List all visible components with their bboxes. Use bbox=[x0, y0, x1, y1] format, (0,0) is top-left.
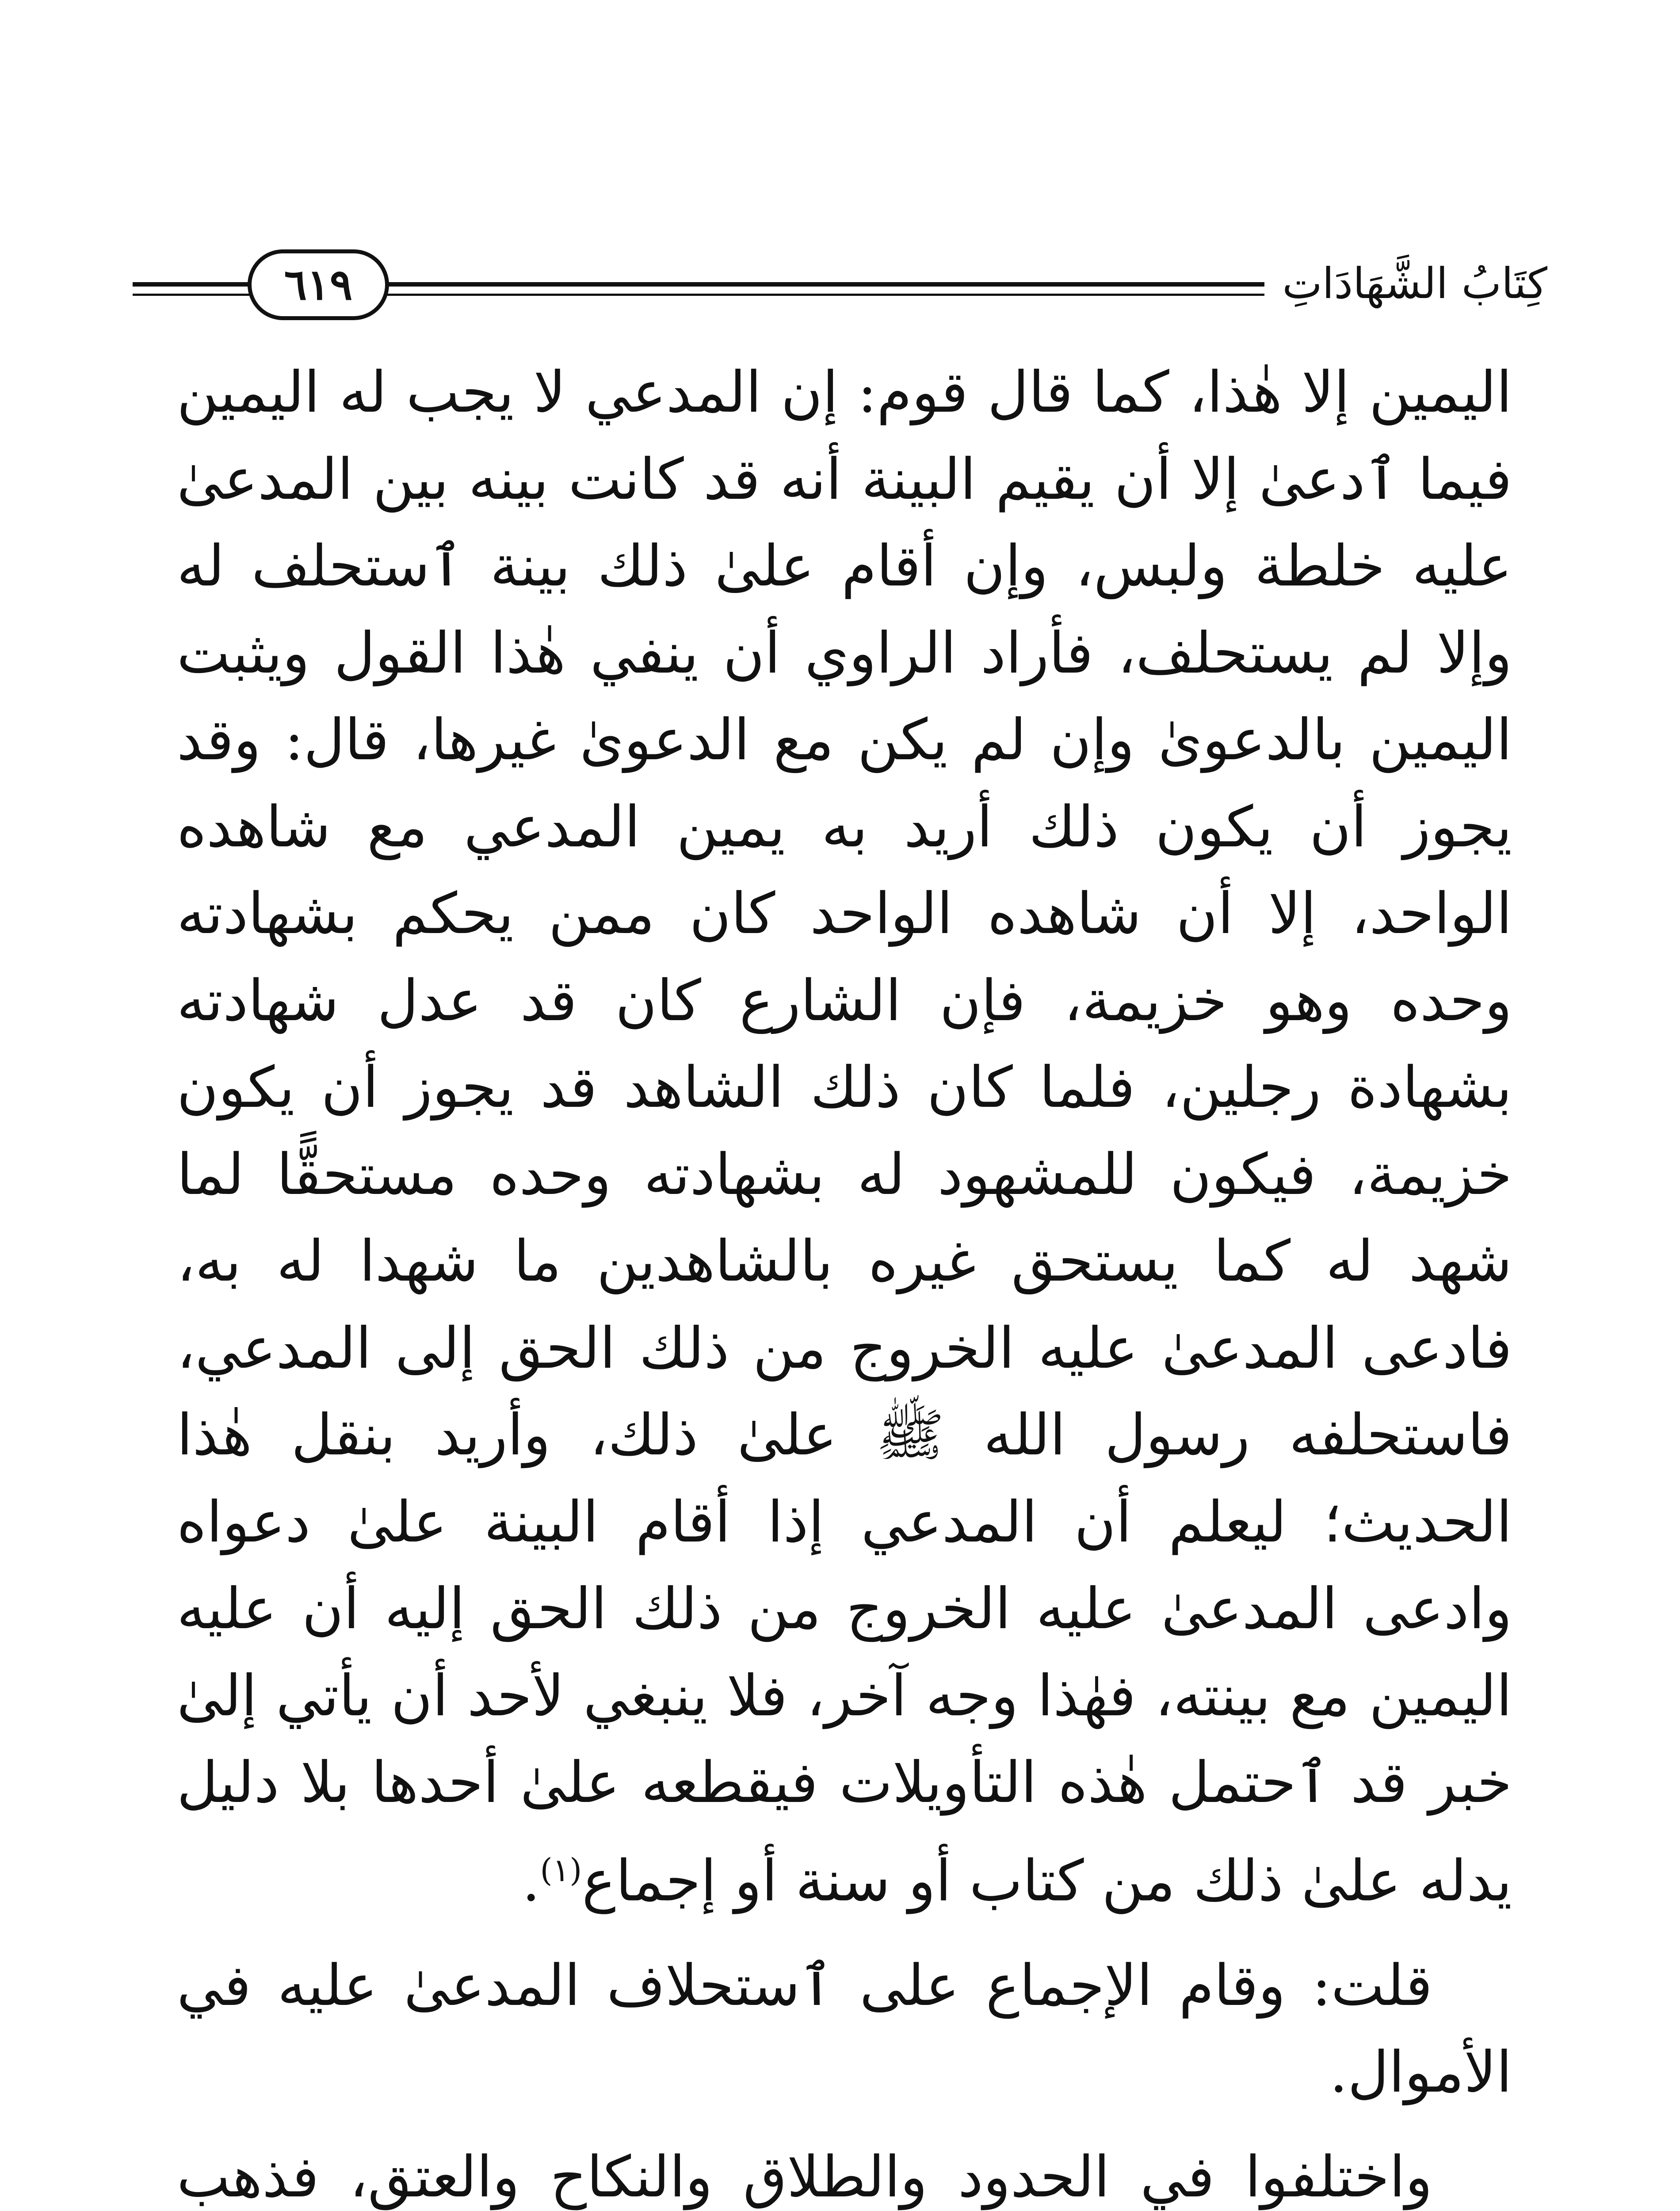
page-number-tail bbox=[133, 282, 248, 287]
paragraph-1-text: اليمين إلا هٰذا، كما قال قوم: إن المدعي لا يجب له اليمين فيما ٱدعىٰ إلا أن يقيم البينة أنه قد كانت بينه بين المدعىٰ عليه خلطة ولبس، وإن أقام علىٰ ذلك بينة ٱستحلف له وإلا لم يستحلف، فأراد الراوي أن ينفي هٰذا القول ويثبت اليمين بالدعوىٰ وإن لم يكن مع الدعوىٰ غيرها، قال: وقد يجوز أن يكون ذلك أريد به يمين المدعي مع شاهده الواحد، إلا أن شاهده الواحد كان ممن يحكم بشهادته وحده وهو خزيمة، فإن الشارع كان قد عدل شهادته بشهادة رجلين، فلما كان ذلك الشاهد قد يجوز أن يكون خزيمة، فيكون للمشهود له بشهادته وحده مستحقًّا لما شهد له كما يستحق غيره بالشاهدين ما شهدا له به، فادعى المدعىٰ عليه الخروج من ذلك الحق إلى المدعي، فاستحلفه رسول الله ﷺ علىٰ ذلك، وأريد بنقل هٰذا الحديث؛ ليعلم أن المدعي إذا أقام البينة علىٰ دعواه وادعى المدعىٰ عليه الخروج من ذلك الحق إليه أن عليه اليمين مع بينته، فهٰذا وجه آخر، فلا ينبغي لأحد أن يأتي إلىٰ خبر قد ٱحتمل هٰذه التأويلات فيقطعه علىٰ أحدها بلا دليل يدله علىٰ ذلك من كتاب أو سنة أو إجماع bbox=[177, 360, 1512, 1914]
paragraph-1-end: . bbox=[522, 1848, 540, 1914]
page-number: ٦١٩ bbox=[248, 249, 389, 320]
paragraph-3: واختلفوا في الحدود والطلاق والنكاح والعتق، فذهب bbox=[177, 2144, 1432, 2210]
footnote-reference: (١) bbox=[540, 1851, 582, 1889]
paragraph-1 bbox=[177, 349, 1512, 1925]
book-title: كِتَابُ الشَّهَادَاتِ bbox=[1264, 250, 1547, 317]
main-text bbox=[177, 349, 1512, 2211]
running-header bbox=[133, 248, 1547, 327]
paragraph-2: قلت: وقام الإجماع على ٱستحلاف المدعىٰ عليه في الأموال. bbox=[177, 1952, 1512, 2106]
